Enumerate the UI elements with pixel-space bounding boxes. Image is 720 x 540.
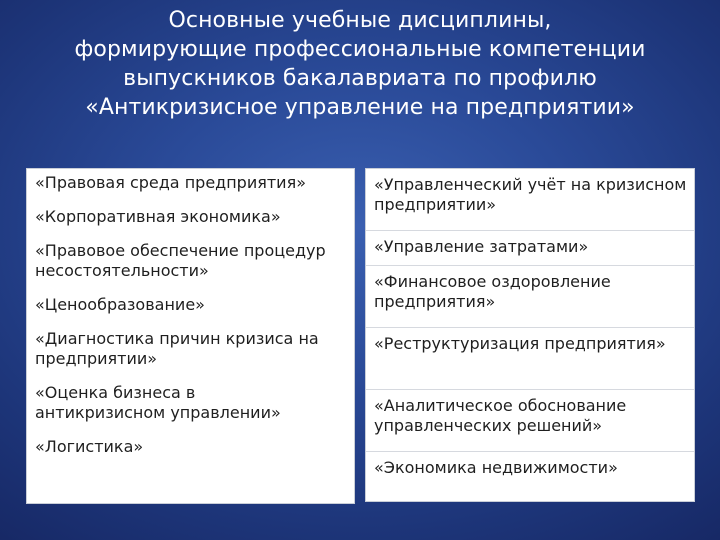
discipline-cell: «Управленческий учёт на кризисном предприятии» <box>366 169 694 231</box>
right-discipline-list <box>365 168 695 502</box>
discipline-item: «Корпоративная экономика» <box>35 207 281 226</box>
discipline-item: «Правовая среда предприятия» <box>35 173 306 192</box>
slide-title-line: выпускников бакалавриата по профилю <box>123 66 597 91</box>
slide-title-line: Основные учебные дисциплины, <box>168 8 552 33</box>
discipline-item: «Логистика» <box>35 437 144 456</box>
discipline-item: «Правовое обеспечение процедур несостоятельности» <box>35 241 326 280</box>
slide-title <box>20 6 700 122</box>
discipline-cell: «Реструктуризация предприятия» <box>366 328 694 390</box>
discipline-cell: «Аналитическое обоснование управленческих решений» <box>366 390 694 452</box>
discipline-item: «Оценка бизнеса в антикризисном управлении» <box>35 383 281 422</box>
discipline-item: «Ценообразование» <box>35 295 205 314</box>
left-discipline-list <box>26 168 355 504</box>
discipline-item: «Диагностика причин кризиса на предприятии» <box>35 329 319 368</box>
discipline-cell: «Управление затратами» <box>366 231 694 266</box>
slide-title-line: формирующие профессиональные компетенции <box>74 37 646 62</box>
slide-title-line: «Антикризисное управление на предприятии» <box>85 95 635 120</box>
discipline-cell: «Финансовое оздоровление предприятия» <box>366 266 694 328</box>
discipline-cell: «Экономика недвижимости» <box>374 458 618 477</box>
